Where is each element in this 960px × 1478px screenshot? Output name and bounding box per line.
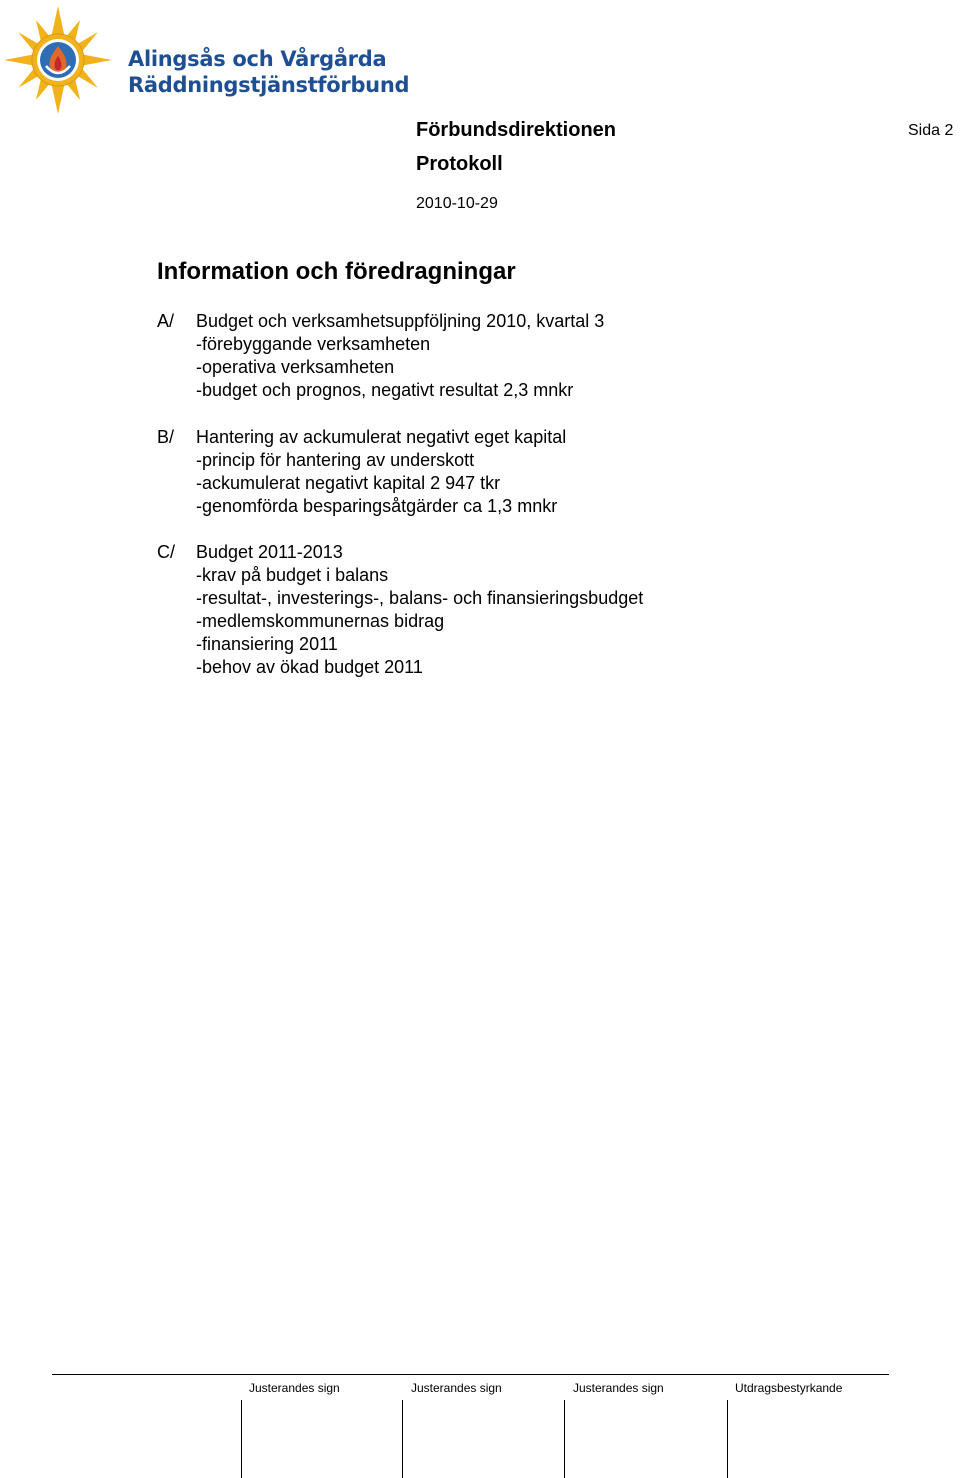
agenda-line: -medlemskommunernas bidrag bbox=[196, 611, 445, 631]
section-heading: Information och föredragningar bbox=[157, 258, 516, 285]
signature-box-divider bbox=[402, 1400, 403, 1478]
signature-label: Justerandes sign bbox=[249, 1381, 340, 1395]
footer-divider bbox=[52, 1374, 889, 1375]
certification-label: Utdragsbestyrkande bbox=[735, 1381, 843, 1395]
agenda-item-marker: B/ bbox=[157, 427, 175, 447]
signature-box-divider bbox=[241, 1400, 242, 1478]
agenda-line: -resultat-, investerings-, balans- och finansieringsbudget bbox=[196, 588, 644, 608]
document-title: Förbundsdirektionen bbox=[416, 119, 616, 141]
agenda-line: Budget och verksamhetsuppföljning 2010, kvartal 3 bbox=[196, 311, 605, 331]
organization-name-line2: Räddningstjänstförbund bbox=[128, 73, 410, 97]
agenda-item-lines bbox=[196, 310, 604, 402]
document-date: 2010-10-29 bbox=[416, 195, 498, 212]
signature-label: Justerandes sign bbox=[411, 1381, 502, 1395]
agenda-item-lines bbox=[196, 426, 566, 518]
agenda-item-marker: A/ bbox=[157, 311, 175, 331]
star-emblem-icon bbox=[2, 4, 114, 116]
agenda-line: -finansiering 2011 bbox=[196, 634, 338, 654]
agenda-line: Hantering av ackumulerat negativt eget kapital bbox=[196, 427, 567, 447]
agenda-line: -operativa verksamheten bbox=[196, 357, 395, 377]
agenda-line: -princip för hantering av underskott bbox=[196, 450, 475, 470]
organization-logo bbox=[2, 4, 114, 116]
agenda-line: -krav på budget i balans bbox=[196, 565, 389, 585]
signature-label: Justerandes sign bbox=[573, 1381, 664, 1395]
organization-name bbox=[128, 46, 409, 98]
agenda-line: -behov av ökad budget 2011 bbox=[196, 657, 423, 677]
agenda-item-marker: C/ bbox=[157, 542, 175, 562]
organization-name-line1: Alingsås och Vårgårda bbox=[128, 47, 387, 71]
agenda-item-lines bbox=[196, 541, 643, 679]
signature-box-divider bbox=[727, 1400, 728, 1478]
agenda-line: -förebyggande verksamheten bbox=[196, 334, 431, 354]
agenda-line: -budget och prognos, negativt resultat 2,3 mnkr bbox=[196, 380, 574, 400]
page-number: Sida 2 bbox=[908, 122, 954, 139]
agenda-line: Budget 2011-2013 bbox=[196, 542, 343, 562]
agenda-line: -ackumulerat negativt kapital 2 947 tkr bbox=[196, 473, 501, 493]
signature-box-divider bbox=[564, 1400, 565, 1478]
document-type: Protokoll bbox=[416, 153, 503, 175]
agenda-line: -genomförda besparingsåtgärder ca 1,3 mnkr bbox=[196, 496, 558, 516]
